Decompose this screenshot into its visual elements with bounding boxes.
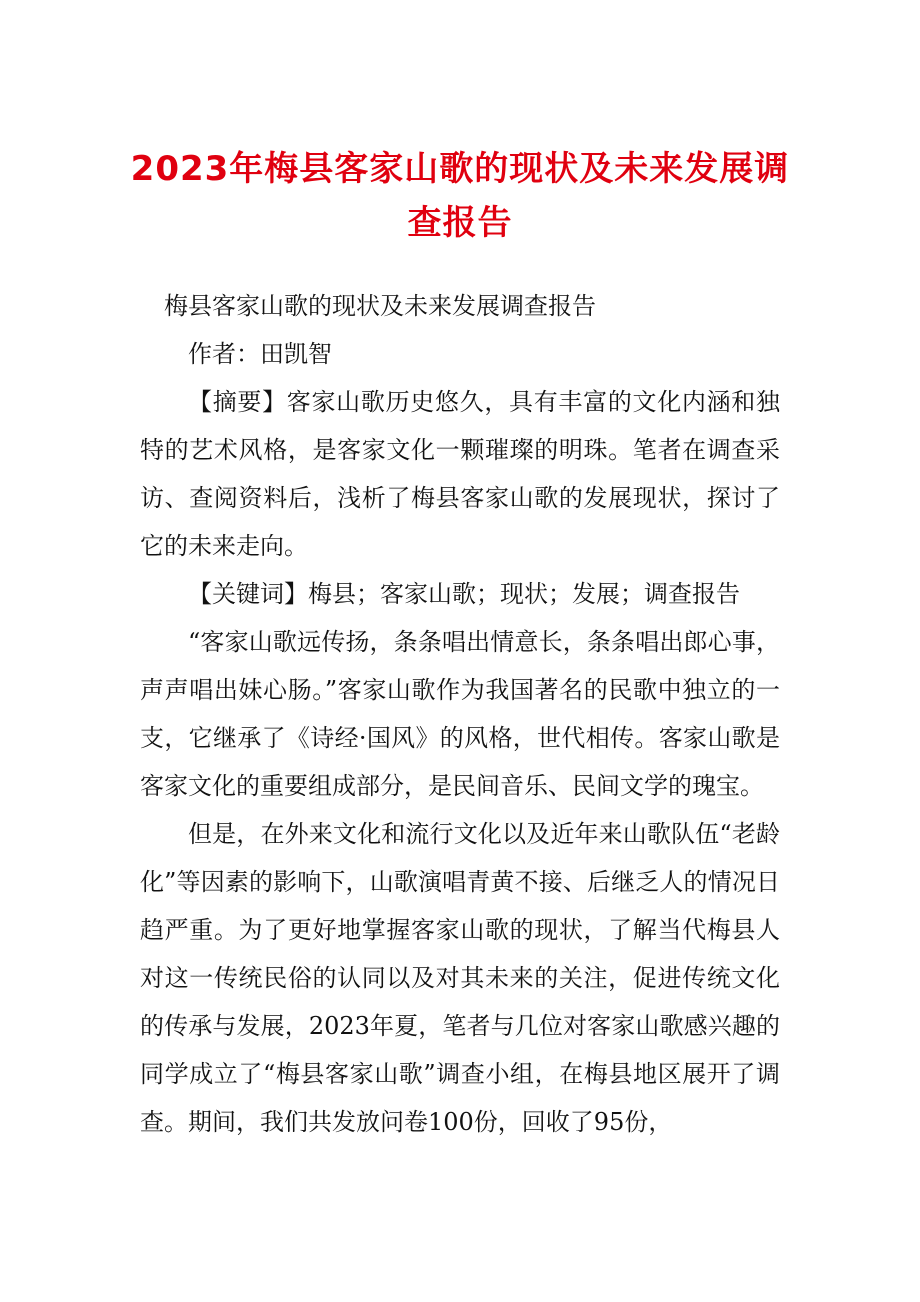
document-title: 2023年梅县客家山歌的现状及未来发展调查报告 xyxy=(130,149,790,243)
keywords-paragraph: 【关键词】梅县；客家山歌；现状；发展；调查报告 xyxy=(188,580,740,608)
document-subtitle: 梅县客家山歌的现状及未来发展调查报告 xyxy=(164,292,596,320)
document-body xyxy=(140,282,780,1146)
abstract-paragraph: 【摘要】客家山歌历史悠久，具有丰富的文化内涵和独特的艺术风格，是客家文化一颗璀璨的明珠。笔者在调查采访、查阅资料后，浅析了梅县客家山歌的发展现状，探讨了它的未来走向。 xyxy=(140,388,780,560)
author-line: 作者：田凯智 xyxy=(188,340,332,368)
body-paragraph: 但是，在外来文化和流行文化以及近年来山歌队伍“老龄化”等因素的影响下，山歌演唱青黄不接、后继乏人的情况日趋严重。为了更好地掌握客家山歌的现状，了解当代梅县人对这一传统民俗的认同以及对其未来的关注，促进传统文化的传承与发展，2023年夏，笔者与几位对客家山歌感兴趣的同学成立了“梅县客家山歌”调查小组，在梅县地区展开了调查。期间，我们共发放问卷100份，回收了95份， xyxy=(140,820,780,1136)
body-paragraph: “客家山歌远传扬，条条唱出情意长，条条唱出郎心事，声声唱出妹心肠。”客家山歌作为我国著名的民歌中独立的一支，它继承了《诗经·国风》的风格，世代相传。客家山歌是客家文化的重要组成部分，是民间音乐、民间文学的瑰宝。 xyxy=(140,628,780,800)
